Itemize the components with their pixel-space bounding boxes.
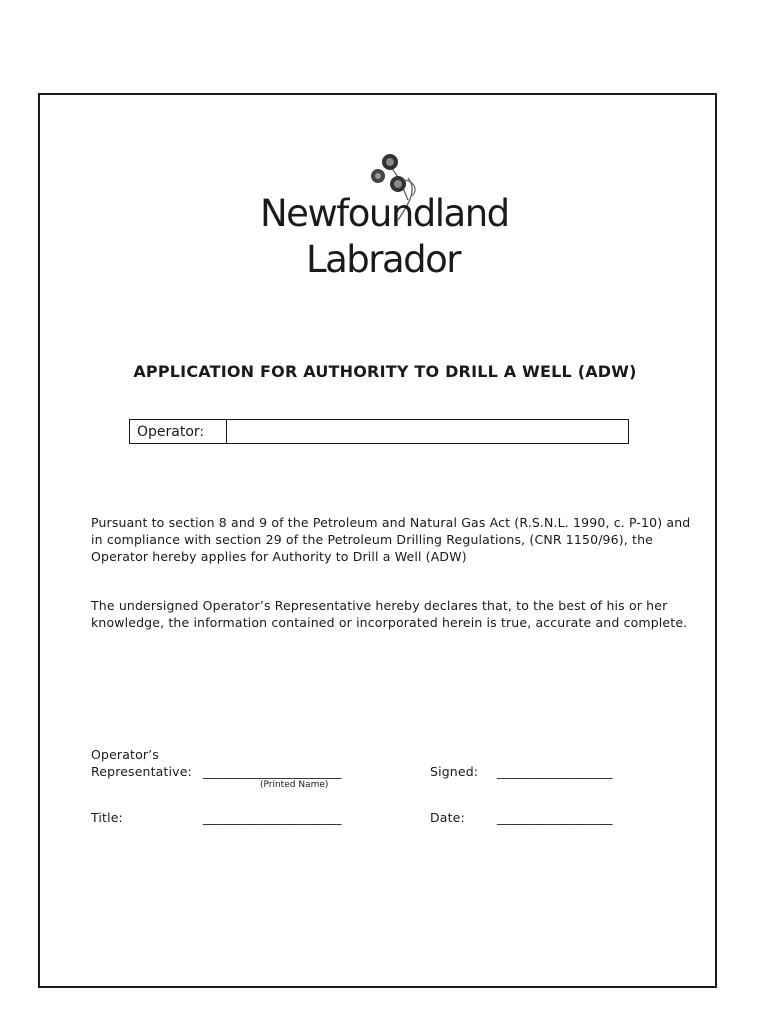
date-label: Date: (430, 810, 465, 825)
title-label: Title: (91, 810, 123, 825)
declaration-paragraph: The undersigned Operator’s Representative hereby declares that, to the best of his or her knowledge, the information contained or incorporated herein is true, accurate and complete. (91, 598, 688, 630)
logo-text-newfoundland: Newfoundland (260, 192, 509, 235)
printed-name-hint: (Printed Name) (260, 780, 329, 790)
rep-label-line2: Representative: (91, 764, 192, 779)
rep-label-line1: Operator’s (91, 747, 159, 762)
title-blank[interactable]: ________________________ (203, 810, 341, 825)
date-blank[interactable]: ____________________ (497, 810, 612, 825)
signed-label: Signed: (430, 764, 479, 779)
document-title: APPLICATION FOR AUTHORITY TO DRILL A WELL (ADW) (133, 362, 637, 381)
pursuant-paragraph: Pursuant to section 8 and 9 of the Petroleum and Natural Gas Act (R.S.N.L. 1990, c. P-10) and in compliance with section 29 of the Petroleum Drilling Regulations, (CNR 1150/96), the Operator hereby applies for Authority to Drill a Well (ADW) (91, 515, 691, 564)
rep-name-blank[interactable]: ________________________ (203, 764, 341, 779)
newfoundland-labrador-logo (258, 150, 518, 280)
operator-input[interactable] (227, 420, 628, 443)
operator-label: Operator: (130, 420, 227, 443)
logo-text-labrador: Labrador (306, 238, 460, 281)
signed-blank[interactable]: ____________________ (497, 764, 612, 779)
operator-field[interactable] (129, 419, 629, 444)
